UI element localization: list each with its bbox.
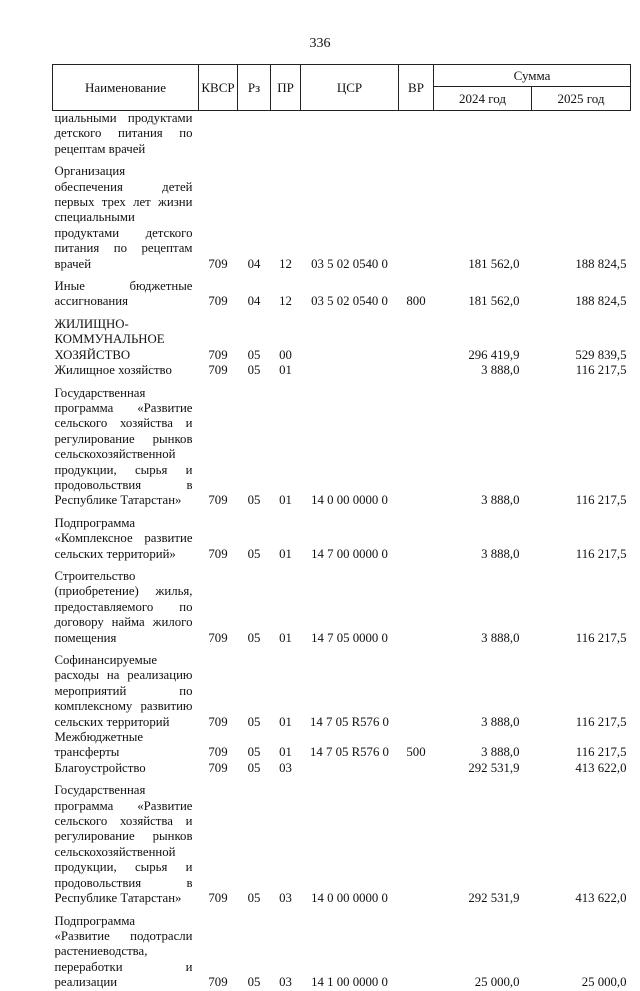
- row-name: Иные бюджетные ассигнования: [54, 279, 193, 309]
- table-row: [53, 907, 631, 991]
- header-2024: 2024 год: [434, 87, 532, 111]
- row-vr: [399, 509, 434, 562]
- row-csr: [301, 761, 399, 776]
- header-sum: Сумма: [434, 65, 631, 87]
- header-csr: ЦСР: [301, 65, 399, 111]
- row-rz: 05: [247, 714, 261, 729]
- row-pr: 01: [279, 630, 292, 645]
- header-rz: Рз: [238, 65, 271, 111]
- row-rz: 05: [247, 493, 261, 508]
- row-csr: 14 7 05 0000 0: [311, 630, 388, 645]
- row-2025: 116 217,5: [575, 546, 627, 561]
- row-pr: 01: [279, 714, 292, 729]
- row-kvsr: 709: [208, 975, 228, 990]
- row-pr: 00: [279, 347, 292, 362]
- header-vr: ВР: [399, 65, 434, 111]
- row-kvsr: 709: [208, 256, 228, 271]
- table-row: [53, 111, 631, 158]
- row-2025: 25 000,0: [581, 975, 627, 990]
- row-csr: 14 7 05 R576 0: [310, 745, 389, 760]
- row-2025: 529 839,5: [575, 347, 627, 362]
- row-name: Софинансируемые расходы на реализацию мероприятий по комплексному развитию сельских территорий: [54, 653, 193, 729]
- row-csr: 14 7 05 R576 0: [310, 714, 389, 729]
- row-csr: 14 7 00 0000 0: [311, 546, 388, 561]
- row-rz: 05: [247, 745, 261, 760]
- row-vr: [399, 907, 434, 991]
- table-row: [53, 761, 631, 776]
- row-2024: 25 000,0: [474, 975, 520, 990]
- row-pr: 12: [279, 256, 292, 271]
- row-kvsr: 709: [208, 294, 228, 309]
- row-2025: 188 824,5: [575, 256, 627, 271]
- row-rz: 05: [247, 347, 261, 362]
- row-pr: 01: [279, 363, 292, 378]
- row-rz: 05: [247, 975, 261, 990]
- row-name: Благоустройство: [54, 760, 146, 775]
- row-kvsr: 709: [208, 714, 228, 729]
- row-vr: [399, 363, 434, 378]
- row-vr: [399, 776, 434, 906]
- row-name: Межбюджетные трансферты: [54, 730, 144, 760]
- row-2025: 116 217,5: [575, 714, 627, 729]
- row-2024: 296 419,9: [468, 347, 520, 362]
- row-vr: [399, 310, 434, 363]
- table-row: [53, 646, 631, 730]
- table-row: [53, 363, 631, 378]
- row-csr: 14 0 00 0000 0: [311, 493, 388, 508]
- row-kvsr: 709: [208, 745, 228, 760]
- row-pr: 01: [279, 493, 292, 508]
- table-row: [53, 379, 631, 509]
- row-2025: 116 217,5: [575, 745, 627, 760]
- row-vr: [399, 379, 434, 509]
- row-kvsr: 709: [208, 363, 228, 378]
- table-row: [53, 157, 631, 272]
- row-kvsr: 709: [208, 546, 228, 561]
- row-vr: [399, 646, 434, 730]
- row-rz: 05: [247, 760, 261, 775]
- row-kvsr: 709: [208, 493, 228, 508]
- row-name: циальными продуктами детского питания по рецептам врачей: [54, 111, 193, 156]
- row-2025: 116 217,5: [575, 630, 627, 645]
- row-2024: 3 888,0: [481, 714, 520, 729]
- row-vr: [399, 761, 434, 776]
- page-number: 336: [309, 36, 331, 51]
- row-pr: 12: [279, 294, 292, 309]
- row-rz: 05: [247, 363, 261, 378]
- row-2025: 413 622,0: [575, 760, 627, 775]
- header-pr: ПР: [271, 65, 301, 111]
- row-rz: [238, 111, 271, 158]
- row-name: Жилищное хозяйство: [54, 363, 172, 378]
- row-2025: 413 622,0: [575, 891, 627, 906]
- row-kvsr: [199, 111, 238, 158]
- row-2025: [532, 111, 631, 158]
- row-pr: 01: [279, 546, 292, 561]
- header-kvsr: КВСР: [199, 65, 238, 111]
- header-2025: 2025 год: [532, 87, 631, 111]
- row-vr: [399, 111, 434, 158]
- row-name: Организация обеспечения детей первых трех лет жизни специальными продуктами детского питания по рецептам врачей: [54, 164, 193, 271]
- table-row: [53, 730, 631, 761]
- table-row: [53, 562, 631, 646]
- row-name: Строительство (приобретение) жилья, предоставляемого по договору найма жилого помещения: [54, 568, 193, 645]
- row-csr: 03 5 02 0540 0: [311, 294, 388, 309]
- row-2024: 292 531,9: [468, 760, 520, 775]
- row-kvsr: 709: [208, 891, 228, 906]
- row-2025: 116 217,5: [575, 363, 627, 378]
- row-2024: 3 888,0: [481, 546, 520, 561]
- row-csr: 14 1 00 0000 0: [311, 975, 388, 990]
- row-pr: 03: [279, 975, 292, 990]
- row-rz: 05: [247, 630, 261, 645]
- row-kvsr: 709: [208, 760, 228, 775]
- row-2024: 181 562,0: [468, 256, 520, 271]
- row-pr: [271, 111, 301, 158]
- row-kvsr: 709: [208, 630, 228, 645]
- row-csr: 03 5 02 0540 0: [311, 256, 388, 271]
- row-rz: 04: [247, 294, 261, 309]
- row-vr: [399, 157, 434, 272]
- row-name: Подпрограмма «Комплексное развитие сельских территорий»: [54, 515, 193, 561]
- table-row: [53, 509, 631, 562]
- row-name: ЖИЛИЩНО-КОММУНАЛЬНОЕ ХОЗЯЙСТВО: [54, 316, 165, 362]
- budget-table: [52, 64, 631, 991]
- row-kvsr: 709: [208, 347, 228, 362]
- row-name: Подпрограмма «Развитие подотрасли растениеводства, переработки и реализации: [54, 913, 193, 990]
- row-2025: 116 217,5: [575, 493, 627, 508]
- row-pr: 01: [279, 745, 292, 760]
- row-csr: [301, 310, 399, 363]
- row-vr: 500: [406, 745, 426, 760]
- row-2024: 3 888,0: [481, 630, 520, 645]
- row-2024: 3 888,0: [481, 363, 520, 378]
- row-csr: [301, 111, 399, 158]
- row-vr: [399, 562, 434, 646]
- row-pr: 03: [279, 760, 292, 775]
- row-rz: 05: [247, 546, 261, 561]
- row-name: Государственная программа «Развитие сельского хозяйства и регулирование рынков сельскохозяйственной продукции, сырья и продовольствия в Республике Татарстан»: [54, 385, 193, 508]
- row-pr: 03: [279, 891, 292, 906]
- table-row: [53, 776, 631, 906]
- row-2024: [434, 111, 532, 158]
- row-rz: 05: [247, 891, 261, 906]
- row-csr: [301, 363, 399, 378]
- row-2025: 188 824,5: [575, 294, 627, 309]
- row-rz: 04: [247, 256, 261, 271]
- row-2024: 3 888,0: [481, 745, 520, 760]
- row-vr: 800: [406, 294, 426, 309]
- row-2024: 292 531,9: [468, 891, 520, 906]
- table-row: [53, 310, 631, 363]
- row-2024: 3 888,0: [481, 493, 520, 508]
- header-name: Наименование: [53, 65, 199, 111]
- row-name: Государственная программа «Развитие сельского хозяйства и регулирование рынков сельскохозяйственной продукции, сырья и продовольствия в Республике Татарстан»: [54, 783, 193, 906]
- row-csr: 14 0 00 0000 0: [311, 891, 388, 906]
- table-row: [53, 272, 631, 310]
- row-2024: 181 562,0: [468, 294, 520, 309]
